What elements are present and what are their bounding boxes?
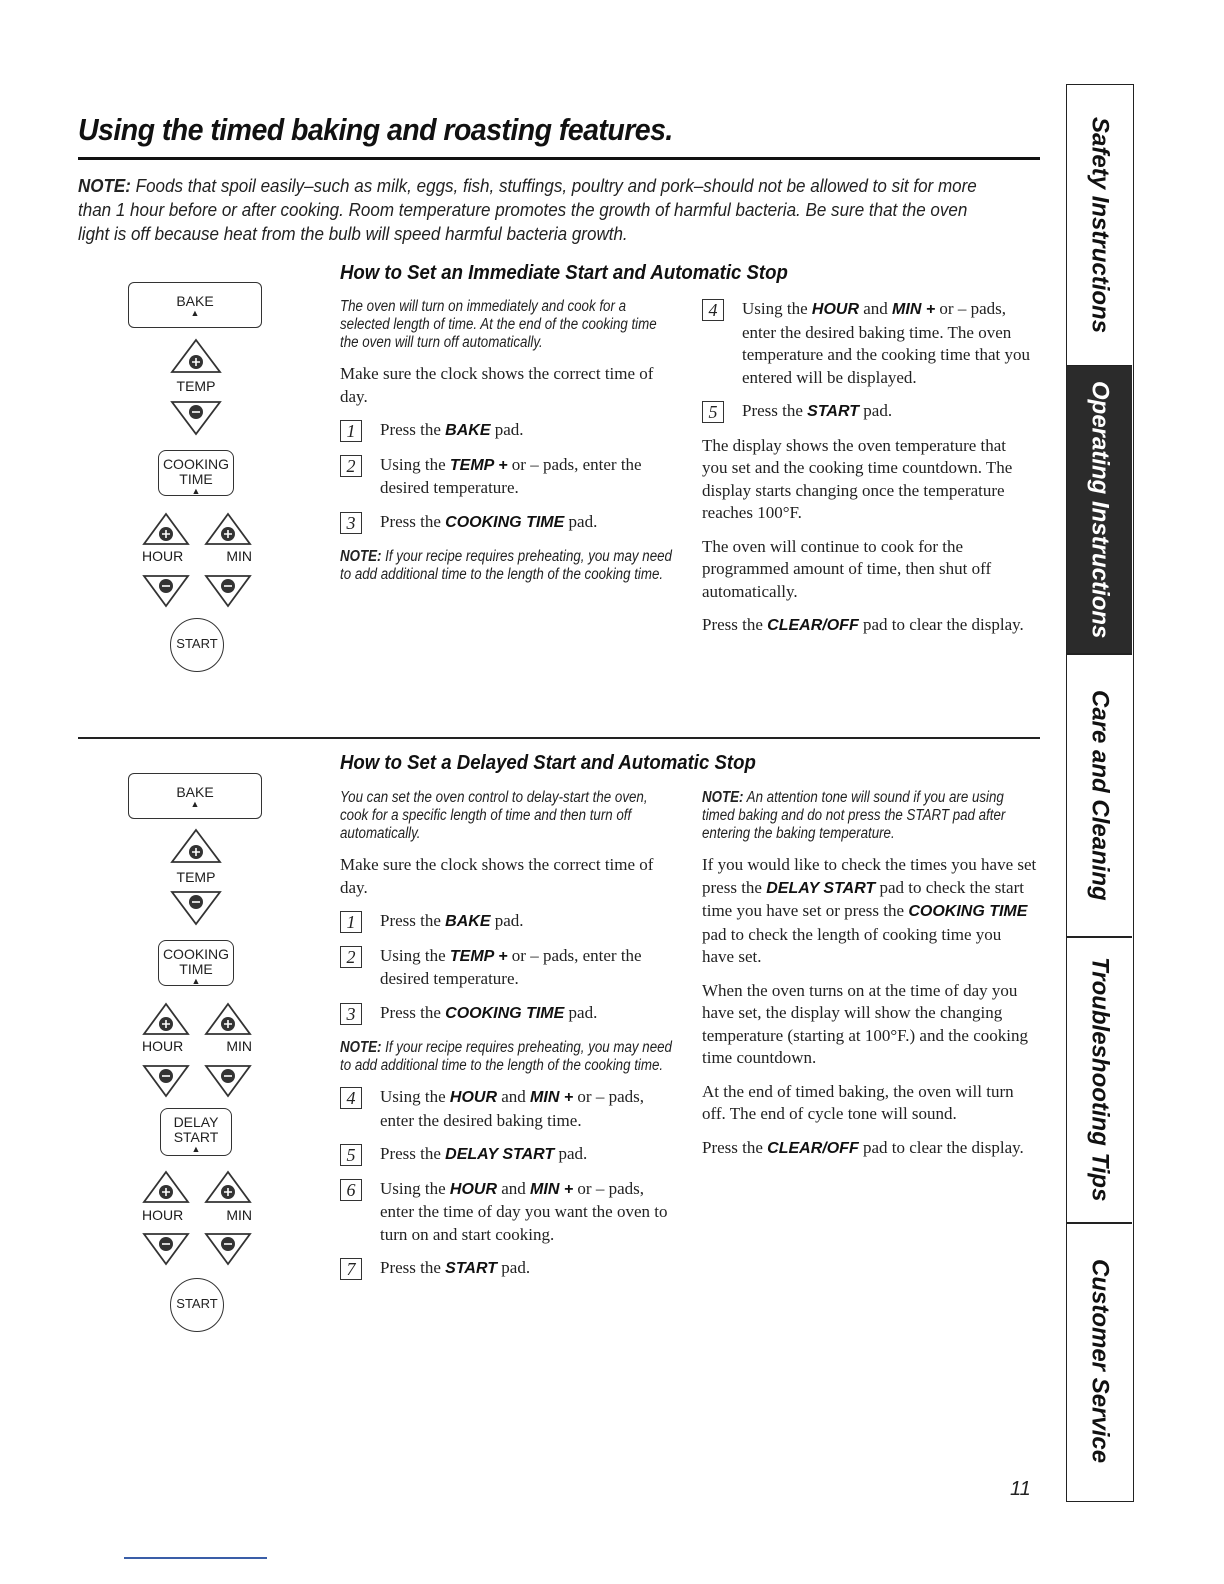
section2-step-3: 3 Press the COOKING TIME pad. — [340, 1002, 675, 1026]
min-label: MIN — [226, 548, 252, 564]
hour-label: HOUR — [142, 1038, 184, 1054]
food-safety-note — [78, 174, 998, 246]
page-number: 11 — [1010, 1478, 1031, 1500]
cooking-label: COOKING — [162, 946, 230, 962]
step-number: 1 — [340, 911, 362, 933]
section2-turn-on-text: When the oven turns on at the time of day you have set, the display will show the changing temperature (starting at 100°F.) and the cooking time countdown. — [702, 980, 1028, 1067]
step-number: 4 — [702, 299, 724, 321]
hour-up-arrow-icon — [144, 514, 188, 544]
hour-label: HOUR — [142, 548, 184, 564]
min-label: MIN — [226, 1207, 252, 1223]
section2-clock-text: Make sure the clock shows the correct time of day. — [340, 855, 654, 897]
start-pad: START — [170, 1278, 224, 1332]
step-number: 2 — [340, 946, 362, 968]
section2-intro: You can set the oven control to delay-start the oven, cook for a specific length of time and then turn off automatically. — [340, 789, 648, 842]
tab-care-and-cleaning[interactable] — [1067, 654, 1132, 936]
section1-continue-text: The oven will continue to cook for the programmed amount of time, then shut off automatically. — [702, 536, 992, 601]
time-label: TIME — [179, 471, 213, 487]
section2-check-text: If you would like to check the times you have set press the DELAY START pad to check the start time you have set or press the COOKING TIME pad to check the length of cooking time you have set. — [702, 855, 1037, 966]
section2-step-6: 6 Using the HOUR and MIN + or – pads, enter the time of day you want the oven to turn on and start cooking. — [340, 1178, 675, 1247]
min-down-arrow-icon — [206, 1234, 250, 1264]
min-label: MIN — [226, 1038, 252, 1054]
tab-label: Safety Instructions — [1086, 116, 1114, 334]
section1-step-2: 2 Using the TEMP + or – pads, enter the desired temperature. — [340, 454, 675, 500]
step-number: 7 — [340, 1258, 362, 1280]
tab-label: Troubleshooting Tips — [1086, 957, 1114, 1202]
hour-down-arrow-icon — [144, 576, 188, 606]
step-number: 3 — [340, 512, 362, 534]
section1-column-right — [702, 298, 1032, 649]
step-number: 3 — [340, 1003, 362, 1025]
note-text: Foods that spoil easily–such as milk, eggs, fish, stuffings, poultry and pork–should not be allowed to sit for more than 1 hour before or after cooking. Room temperature promotes the growth of harmful bacteria. Be sure that the oven light is off because heat from the bulb will speed harmful bacteria growth. — [78, 175, 977, 244]
section1-preheat-note: NOTE: If your recipe requires preheating, you may need to add additional time to the length of the cooking time. — [340, 548, 672, 583]
start-pad: START — [170, 618, 224, 672]
time-label: TIME — [179, 961, 213, 977]
min-down-arrow-icon — [206, 576, 250, 606]
section1-column-left — [340, 298, 675, 595]
section2-step-2: 2 Using the TEMP + or – pads, enter the desired temperature. — [340, 945, 675, 991]
indicator-triangle-icon: ▲ — [191, 486, 201, 496]
temp-down-arrow-icon — [172, 892, 220, 924]
hour-down-arrow-icon — [144, 1066, 188, 1096]
bake-pad-label: BAKE — [176, 293, 214, 309]
temp-down-arrow-icon — [172, 402, 220, 434]
indicator-triangle-icon: ▲ — [190, 799, 200, 809]
cooking-time-pad — [158, 450, 234, 496]
hour-down-arrow-icon — [144, 1234, 188, 1264]
step-number: 6 — [340, 1179, 362, 1201]
cooking-time-pad — [158, 940, 234, 986]
section1-step-3: 3 Press the COOKING TIME pad. — [340, 511, 675, 535]
section2-step-4: 4 Using the HOUR and MIN + or – pads, enter the desired baking time. — [340, 1086, 675, 1132]
step-number: 2 — [340, 455, 362, 477]
step-number: 5 — [702, 401, 724, 423]
footer-line — [124, 1557, 267, 1559]
section1-display-text: The display shows the oven temperature that you set and the cooking time countdown. The display starts changing once the temperature reaches 100°F. — [702, 435, 1013, 522]
immediate-start-heading: How to Set an Immediate Start and Automatic Stop — [340, 262, 788, 284]
tab-troubleshooting-tips[interactable] — [1067, 937, 1132, 1222]
bake-pad-label: BAKE — [176, 784, 214, 800]
section2-end-text: At the end of timed baking, the oven will turn off. The end of cycle tone will sound. — [702, 1081, 1014, 1123]
step-number: 5 — [340, 1144, 362, 1166]
section2-column-left — [340, 789, 675, 1292]
min-down-arrow-icon — [206, 1066, 250, 1096]
tab-label: Customer Service — [1086, 1259, 1114, 1464]
indicator-triangle-icon: ▲ — [190, 308, 200, 318]
temp-up-arrow-icon — [172, 340, 220, 372]
section1-clock-text: Make sure the clock shows the correct time of day. — [340, 364, 654, 406]
tab-operating-instructions[interactable] — [1067, 366, 1132, 653]
tab-label: Care and Cleaning — [1086, 689, 1114, 901]
hour-label: HOUR — [142, 1207, 184, 1223]
delayed-start-heading: How to Set a Delayed Start and Automatic Stop — [340, 752, 756, 774]
hour-min-labels — [142, 1038, 252, 1054]
page-title: Using the timed baking and roasting features. — [78, 112, 673, 147]
min-up-arrow-icon — [206, 514, 250, 544]
section1-clear-text: Press the CLEAR/OFF pad to clear the display. — [702, 615, 1024, 634]
section2-column-right — [702, 789, 1037, 1171]
section1-intro: The oven will turn on immediately and cook for a selected length of time. At the end of the cooking time the oven will turn off automatically. — [340, 298, 657, 351]
hour-up-arrow-icon — [144, 1172, 188, 1202]
delay-label: DELAY — [173, 1114, 219, 1130]
hour-up-arrow-icon — [144, 1004, 188, 1034]
temp-label: TEMP — [176, 869, 216, 885]
temp-up-arrow-icon — [172, 830, 220, 862]
temp-label: TEMP — [176, 378, 216, 394]
section1-step-1: 1 Press the BAKE pad. — [340, 419, 675, 443]
section2-preheat-note: NOTE: If your recipe requires preheating, you may need to add additional time to the length of the cooking time. — [340, 1039, 672, 1074]
section2-step-7: 7 Press the START pad. — [340, 1257, 675, 1281]
section-tabs — [1066, 84, 1134, 1502]
section1-step-4: 4 Using the HOUR and MIN + or – pads, enter the desired baking time. The oven temperature and the cooking time that you entered will be displayed. — [702, 298, 1032, 389]
section2-step-5: 5 Press the DELAY START pad. — [340, 1143, 675, 1167]
tab-customer-service[interactable] — [1067, 1223, 1132, 1500]
section2-step-1: 1 Press the BAKE pad. — [340, 910, 675, 934]
tab-label: Operating Instructions — [1086, 380, 1114, 639]
cooking-label: COOKING — [162, 456, 230, 472]
indicator-triangle-icon: ▲ — [191, 976, 201, 986]
section2-clear-text: Press the CLEAR/OFF pad to clear the display. — [702, 1137, 1024, 1157]
bake-pad — [128, 282, 262, 328]
indicator-triangle-icon: ▲ — [191, 1144, 201, 1154]
min-up-arrow-icon — [206, 1004, 250, 1034]
hour-min-labels-2 — [142, 1207, 252, 1223]
delay-start-pad — [160, 1108, 232, 1156]
note-label: NOTE: — [78, 175, 131, 196]
delay-start-label: START — [173, 1129, 219, 1145]
section-divider — [78, 737, 1040, 739]
min-up-arrow-icon — [206, 1172, 250, 1202]
section2-tone-note: NOTE: An attention tone will sound if you are using timed baking and do not press the START pad after entering the baking temperature. — [702, 789, 1006, 842]
tab-safety-instructions[interactable] — [1067, 85, 1132, 365]
step-number: 4 — [340, 1087, 362, 1109]
bake-pad — [128, 773, 262, 819]
hour-min-labels — [142, 548, 252, 564]
step-number: 1 — [340, 420, 362, 442]
title-rule — [78, 157, 1040, 160]
section1-step-5: 5 Press the START pad. — [702, 400, 1032, 424]
